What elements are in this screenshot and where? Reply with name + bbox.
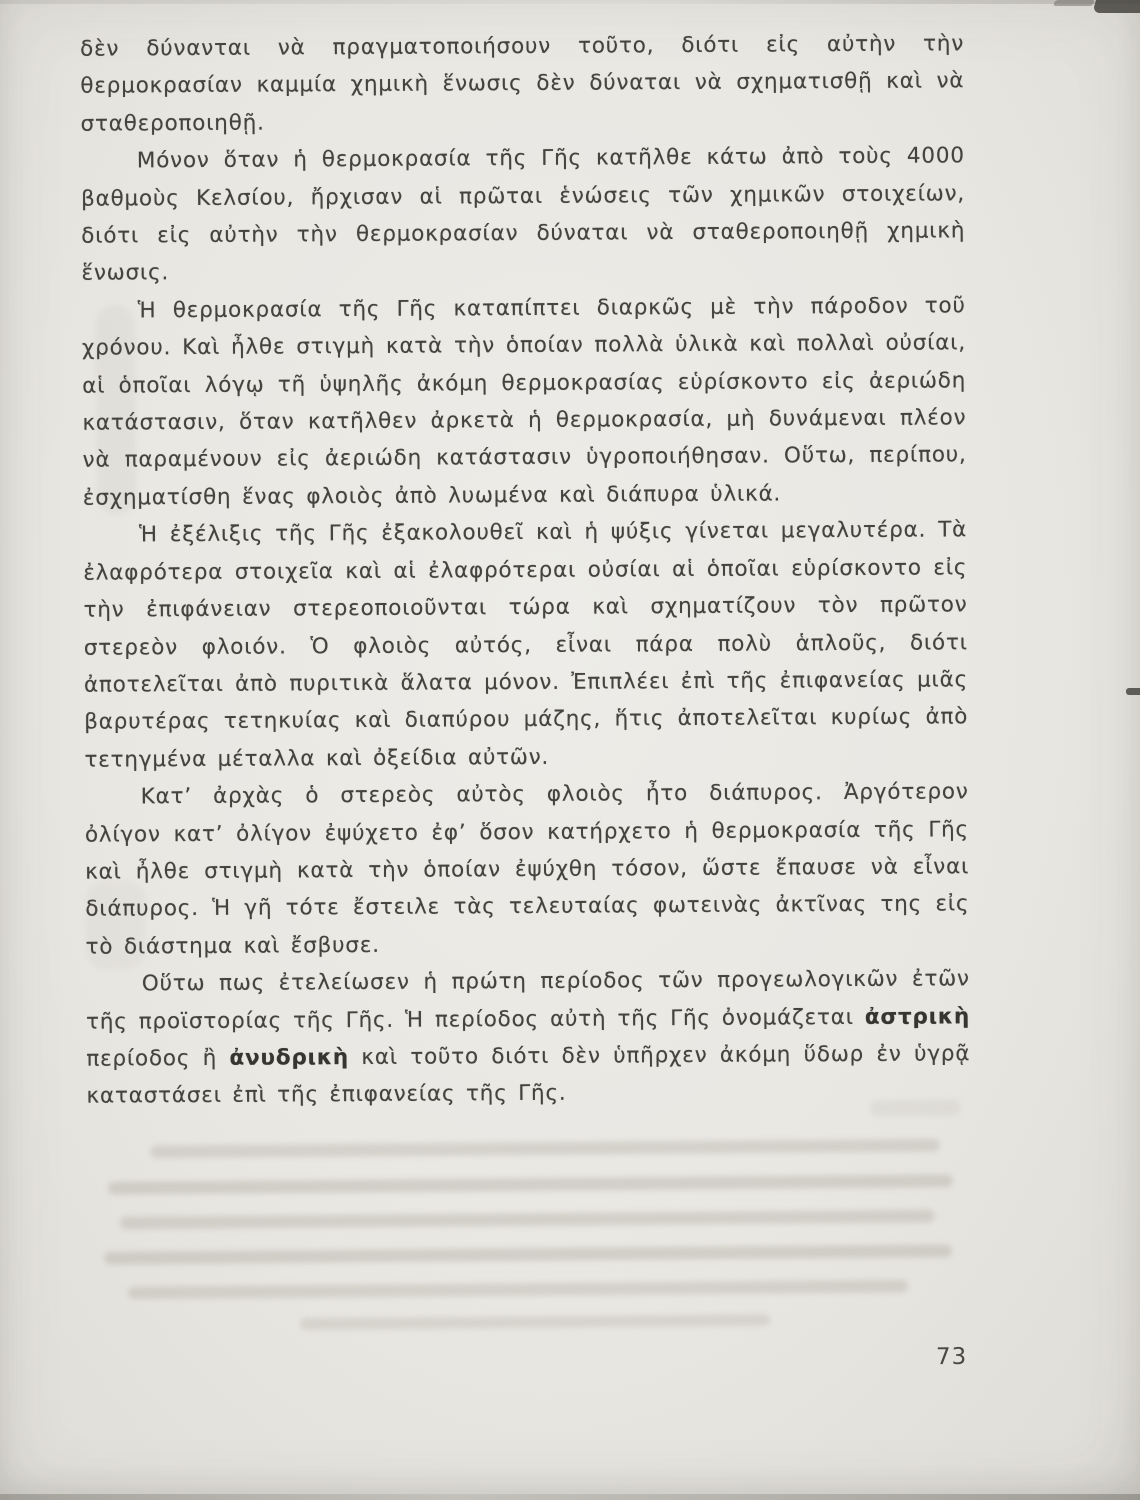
scan-mark-right-edge [1126,688,1140,695]
text-segment: καὶ τοῦτο διότι δὲν ὑπῆρχεν ἀκόμη ὕδωρ ἐν ὑγρᾷ καταστάσει ἐπὶ τῆς ἐπιφανείας τῆς Γῆς. [86,1041,971,1110]
text-segment: Ἡ θερμοκρασία τῆς Γῆς καταπίπτει διαρκῶς μὲ τὴν πάροδον τοῦ χρόνου. Καὶ ἦλθε στιγμὴ κατὰ τὴν ὁποίαν πολλὰ ὑλικὰ καὶ πολλαὶ οὐσίαι, αἱ ὁποῖαι λόγῳ τῆ ὑψηλῆς ἀκόμη θερμοκρασίας εὑρίσκοντο εἰς ἀεριώδη κατάστασιν, ὅταν κατῆλθεν ἀρκετὰ ἡ θερμοκρασία, μὴ δυνάμεναι πλέον νὰ παραμένουν εἰς ἀεριώδη κατάστασιν ὑγροποιήθησαν. Οὕτω, περίπου, ἐσχηματίσθη ἕνας φλοιὸς ἀπὸ λυωμένα καὶ διάπυρα ὑλικά. [81,293,967,511]
paragraph [82,287,967,517]
paragraph [86,960,971,1115]
text-segment: Μόνον ὅταν ἡ θερμοκρασία τῆς Γῆς κατῆλθε κάτω ἀπὸ τοὺς 4000 βαθμοὺς Κελσίου, ἤρχισαν αἱ πρῶται ἑνώσεις τῶν χημικῶν στοιχείων, διότι εἰς αὐτὴν τὴν θερμοκρασίαν δύναται νὰ σταθεροποιηθῇ χημικὴ ἕνωσις. [80,143,966,287]
paragraph [81,138,966,293]
bleed-through-mark [128,1280,908,1300]
bleed-through-mark [104,1244,952,1264]
bold-term: ἀνυδρικὴ [229,1045,350,1071]
text-segment: Ἡ ἐξέλιξις τῆς Γῆς ἐξακολουθεῖ καὶ ἡ ψύξις γίνεται μεγαλυτέρα. Τὰ ἐλαφρότερα στοιχεῖα καὶ αἱ ἐλαφρότεραι οὐσίαι αἱ ὁποῖαι εὑρίσκοντο εἰς τὴν ἐπιφάνειαν στερεοποιοῦνται τώρα καὶ σχηματίζουν τὸν πρῶτον στερεὸν φλοιόν. Ὁ φλοιὸς αὐτός, εἶναι πάρα πολὺ ἁπλοῦς, διότι ἀποτελεῖται ἀπὸ πυριτικὰ ἅλατα μόνον. Ἐπιπλέει ἐπὶ τῆς ἐπιφανείας μιᾶς βαρυτέρας τετηκυίας καὶ διαπύρου μάζης, ἥτις ἀποτελεῖται κυρίως ἀπὸ τετηγμένα μέταλλα καὶ ὀξείδια αὐτῶν. [83,517,969,773]
page-bottom-edge-shadow [0,1494,1140,1500]
page-top-edge-shadow [0,0,1140,4]
bleed-through-mark [108,1174,953,1194]
text-segment: δὲν δύνανται νὰ πραγματοποιήσουν τοῦτο, διότι εἰς αὐτὴν τὴν θερμοκρασίαν καμμία χημικὴ ἕνωσις δὲν δύναται νὰ σχηματισθῇ καὶ νὰ σταθεροποιηθῇ. [80,31,965,137]
paragraph [85,773,970,965]
text-segment: περίοδος ἢ [86,1045,230,1072]
page-number: 73 [935,1343,968,1371]
scan-smudge-top-right-secondary [1053,0,1096,6]
paragraph [80,25,965,143]
text-segment: Οὕτω πως ἐτελείωσεν ἡ πρώτη περίοδος τῶν προγεωλογικῶν ἐτῶν τῆς προϊστορίας τῆς Γῆς. Ἡ περίοδος αὐτὴ τῆς Γῆς ὀνομάζεται [85,966,970,1035]
text-segment: Κατ’ ἀρχὰς ὁ στερεὸς αὐτὸς φλοιὸς ἦτο διάπυρος. Ἀργότερον ὀλίγον κατ’ ὀλίγον ἐψύχετο ἐφ’ ὅσον κατήρχετο ἡ θερμοκρασία τῆς Γῆς καὶ ἦλθε στιγμὴ κατὰ τὴν ὁποίαν ἐψύχθη τόσον, ὥστε ἔπαυσε νὰ εἶναι διάπυρος. Ἡ γῆ τότε ἔστειλε τὰς τελευταίας φωτεινὰς ἀκτῖνας της εἰς τὸ διάστημα καὶ ἔσβυσε. [84,779,970,960]
page-text-block [80,25,971,1115]
bleed-through-mark [120,1209,935,1229]
bleed-through-mark [150,1139,940,1159]
scan-smudge-top-right [1092,0,1140,13]
bleed-through-mark [300,1314,770,1330]
paragraph [83,512,969,779]
bold-term: ἀστρικὴ [864,1003,971,1030]
